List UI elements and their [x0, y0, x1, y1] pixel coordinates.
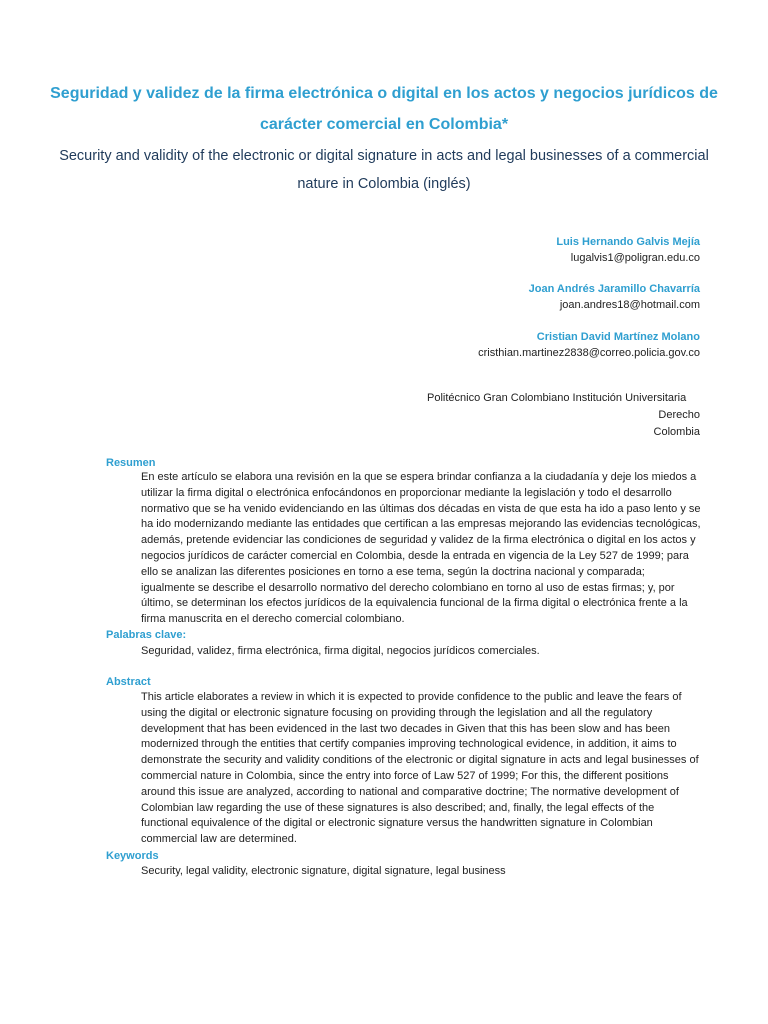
author-email[interactable]: cristhian.martinez2838@correo.policia.gov.co	[478, 347, 700, 359]
author-name: Joan Andrés Jaramillo Chavarría	[528, 283, 700, 295]
affiliation-block	[300, 390, 700, 441]
keywords-heading: Keywords	[106, 850, 159, 862]
resumen-text: En este artículo se elabora una revisión en la que se espera brindar confianza a la ciudadanía y deje los miedos a utilizar la firma digital o electrónica enfocándonos en proporcionar mediante la legislación y todo el desarrollo normativo que se ha venido evidenciando en las últimas dos décadas en vista de que esta ha ido a paso lento y se ha ido modernizando mediante las entidades que certifican a las empresas mejorando las evidencias tecnológicas, además, pretende evidenciar las condiciones de seguridad y validez de la firma electrónica o digital en los actos y negocios jurídicos de carácter comercial en Colombia, desde la entrada en vigencia de la Ley 527 de 1999; para ello se analizan las diferentes posiciones en torno a ese tema, según la doctrina nacional y comparada; igualmente se describe el desarrollo normativo del derecho colombiano en torno al uso de estas firmas; y, por último, se determinan los efectos jurídicos de la equivalencia funcional de la firma digital o electrónica frente a la firma manuscrita en el derecho comercial colombiano.	[141, 471, 701, 626]
resumen-heading: Resumen	[106, 457, 156, 469]
author-email[interactable]: lugalvis1@poligran.edu.co	[570, 252, 700, 264]
affiliation-institution: Politécnico Gran Colombiano Institución Universitaria	[427, 392, 687, 404]
affiliation-department: Derecho	[658, 409, 700, 421]
palabras-clave-text: Seguridad, validez, firma electrónica, firma digital, negocios jurídicos comerciales.	[141, 645, 540, 657]
author-block	[556, 234, 700, 266]
affiliation-country: Colombia	[653, 426, 700, 438]
english-title: Security and validity of the electronic or digital signature in acts and legal businesses of a commercial nature in Colombia (inglés)	[59, 148, 709, 192]
abstract-heading: Abstract	[106, 676, 151, 688]
spanish-title: Seguridad y validez de la firma electrónica o digital en los actos y negocios jurídicos de carácter comercial en Colombia*	[50, 85, 718, 133]
abstract-text: This article elaborates a review in which it is expected to provide confidence to the public and leave the fears of using the digital or electronic signature focusing on providing through the legislation and all the regulatory development that has been evidenced in the last two decades in Given that this has been slow and has been modernized through the entities that certify companies improving technological evidence, in addition, it aims to demonstrate the security and validity conditions of the electronic or digital signature in acts and legal businesses of commercial nature in Colombia, since the entry into force of Law 527 of 1999; For this, the different positions around this issue are analyzed, according to national and comparative doctrine; The normative development of Colombian law regarding the use of these signatures is also described; and, finally, the legal effects of the functional equivalence of the digital or electronic signature versus the handwritten signature in Colombian commercial law are determined.	[141, 691, 699, 846]
author-block	[529, 281, 700, 313]
author-email[interactable]: joan.andres18@hotmail.com	[559, 299, 700, 311]
author-name: Cristian David Martínez Molano	[536, 331, 700, 343]
keywords-text: Security, legal validity, electronic signature, digital signature, legal business	[141, 865, 506, 877]
author-block	[478, 329, 700, 361]
palabras-clave-heading: Palabras clave:	[106, 629, 187, 641]
author-name: Luis Hernando Galvis Mejía	[556, 236, 700, 248]
